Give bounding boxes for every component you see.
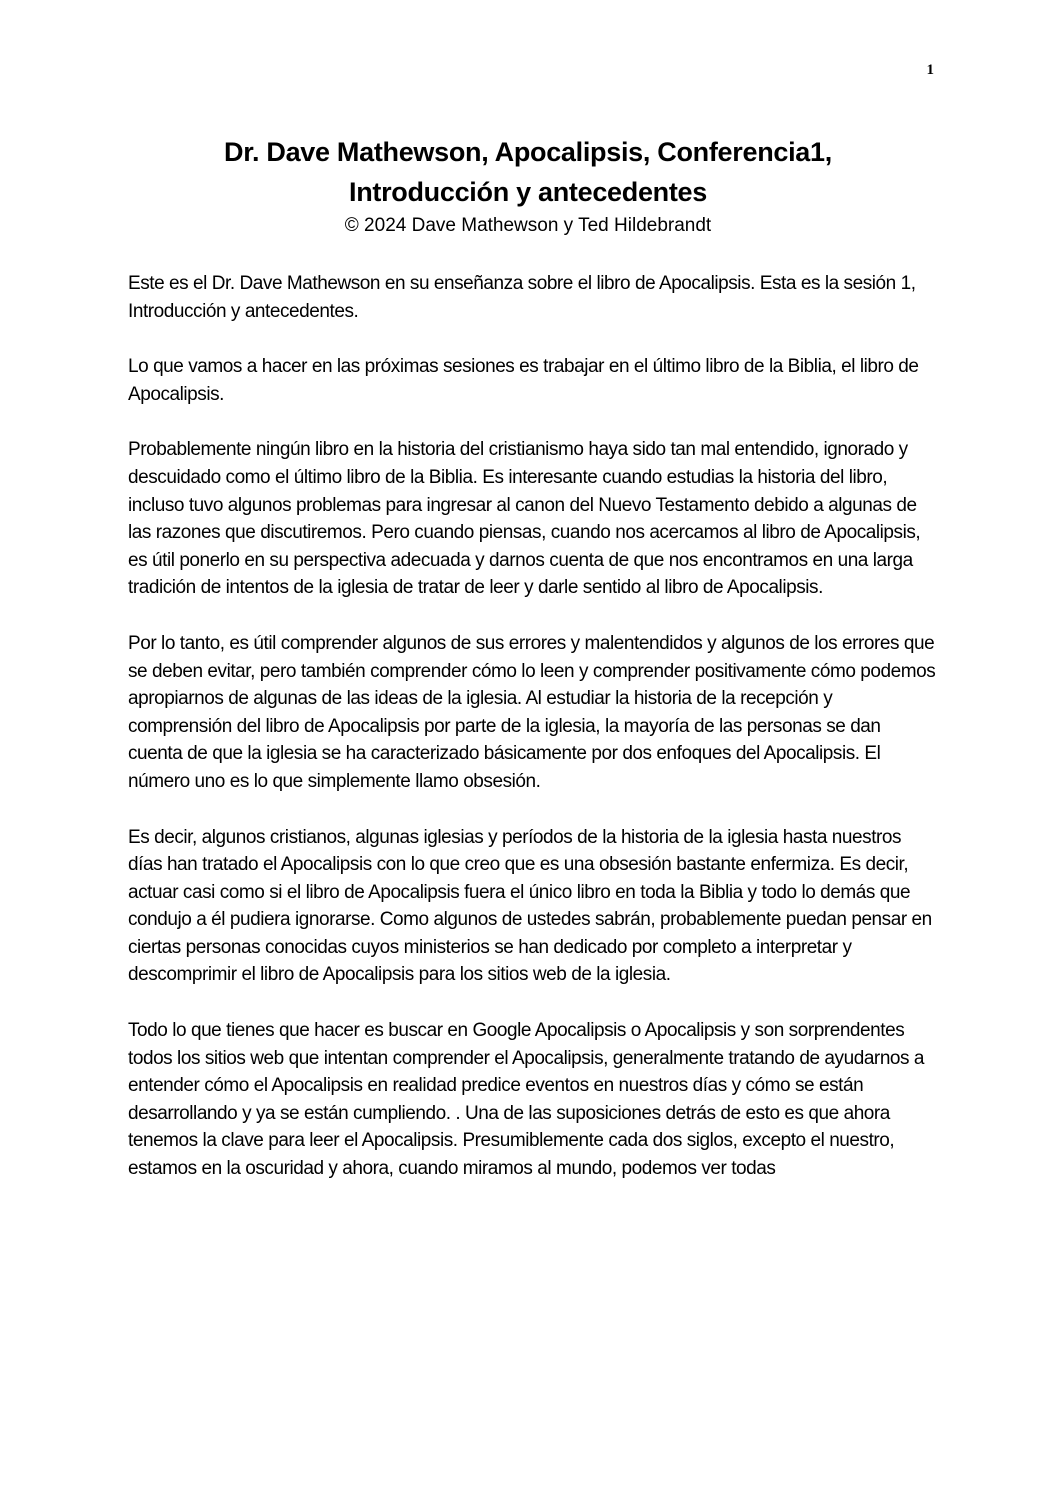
- paragraph: Probablemente ningún libro en la historia del cristianismo haya sido tan mal entendido, ignorado y descuidado como el último libro de la Biblia. Es interesante cuando estudias la historia del libro, incluso tuvo algunos problemas para ingresar al canon del Nuevo Testamento debido a algunas de las razones que discutiremos. Pero cuando piensas, cuando nos acercamos al libro de Apocalipsis, es útil ponerlo en su perspectiva adecuada y darnos cuenta de que nos encontramos en una larga tradición de intentos de la iglesia de tratar de leer y darle sentido al libro de Apocalipsis.: [128, 439, 921, 599]
- page-number: 1: [926, 62, 934, 78]
- document-title: [128, 132, 928, 212]
- document-header: [128, 132, 928, 240]
- title-line-1: Dr. Dave Mathewson, Apocalipsis, Conferencia1,: [224, 137, 832, 167]
- paragraph: Este es el Dr. Dave Mathewson en su enseñanza sobre el libro de Apocalipsis. Esta es la sesión 1, Introducción y antecedentes.: [128, 273, 916, 322]
- document-body: [128, 270, 936, 1211]
- paragraph: Todo lo que tienes que hacer es buscar en Google Apocalipsis o Apocalipsis y son sorprendentes todos los sitios web que intentan comprender el Apocalipsis, generalmente tratando de ayudarnos a entender cómo el Apocalipsis en realidad predice eventos en nuestros días y cómo se están desarrollando y ya se están cumpliendo. . Una de las suposiciones detrás de esto es que ahora tenemos la clave para leer el Apocalipsis. Presumiblemente cada dos siglos, excepto el nuestro, estamos en la oscuridad y ahora, cuando miramos al mundo, podemos ver todas: [128, 1020, 925, 1180]
- title-line-2: Introducción y antecedentes: [349, 177, 707, 207]
- paragraph: Es decir, algunos cristianos, algunas iglesias y períodos de la historia de la iglesia hasta nuestros días han tratado el Apocalipsis con lo que creo que es una obsesión bastante enfermiza. Es decir, actuar casi como si el libro de Apocalipsis fuera el único libro en toda la Biblia y todo lo demás que condujo a él pudiera ignorarse. Como algunos de ustedes sabrán, probablemente puedan pensar en ciertas personas conocidas cuyos ministerios se han dedicado por completo a interpretar y descomprimir el libro de Apocalipsis para los sitios web de la iglesia.: [128, 826, 932, 986]
- paragraph: Por lo tanto, es útil comprender algunos de sus errores y malentendidos y algunos de los errores que se deben evitar, pero también comprender cómo lo leen y comprender positivamente cómo podemos apropiarnos de algunas de las ideas de la iglesia. Al estudiar la historia de la recepción y comprensión del libro de Apocalipsis por parte de la iglesia, la mayoría de las personas se dan cuenta de que la iglesia se ha caracterizado básicamente por dos enfoques del Apocalipsis. El número uno es lo que simplemente llamo obsesión.: [128, 632, 936, 792]
- copyright-line: © 2024 Dave Mathewson y Ted Hildebrandt: [344, 215, 712, 236]
- paragraph: Lo que vamos a hacer en las próximas sesiones es trabajar en el último libro de la Biblia, el libro de Apocalipsis.: [128, 356, 919, 405]
